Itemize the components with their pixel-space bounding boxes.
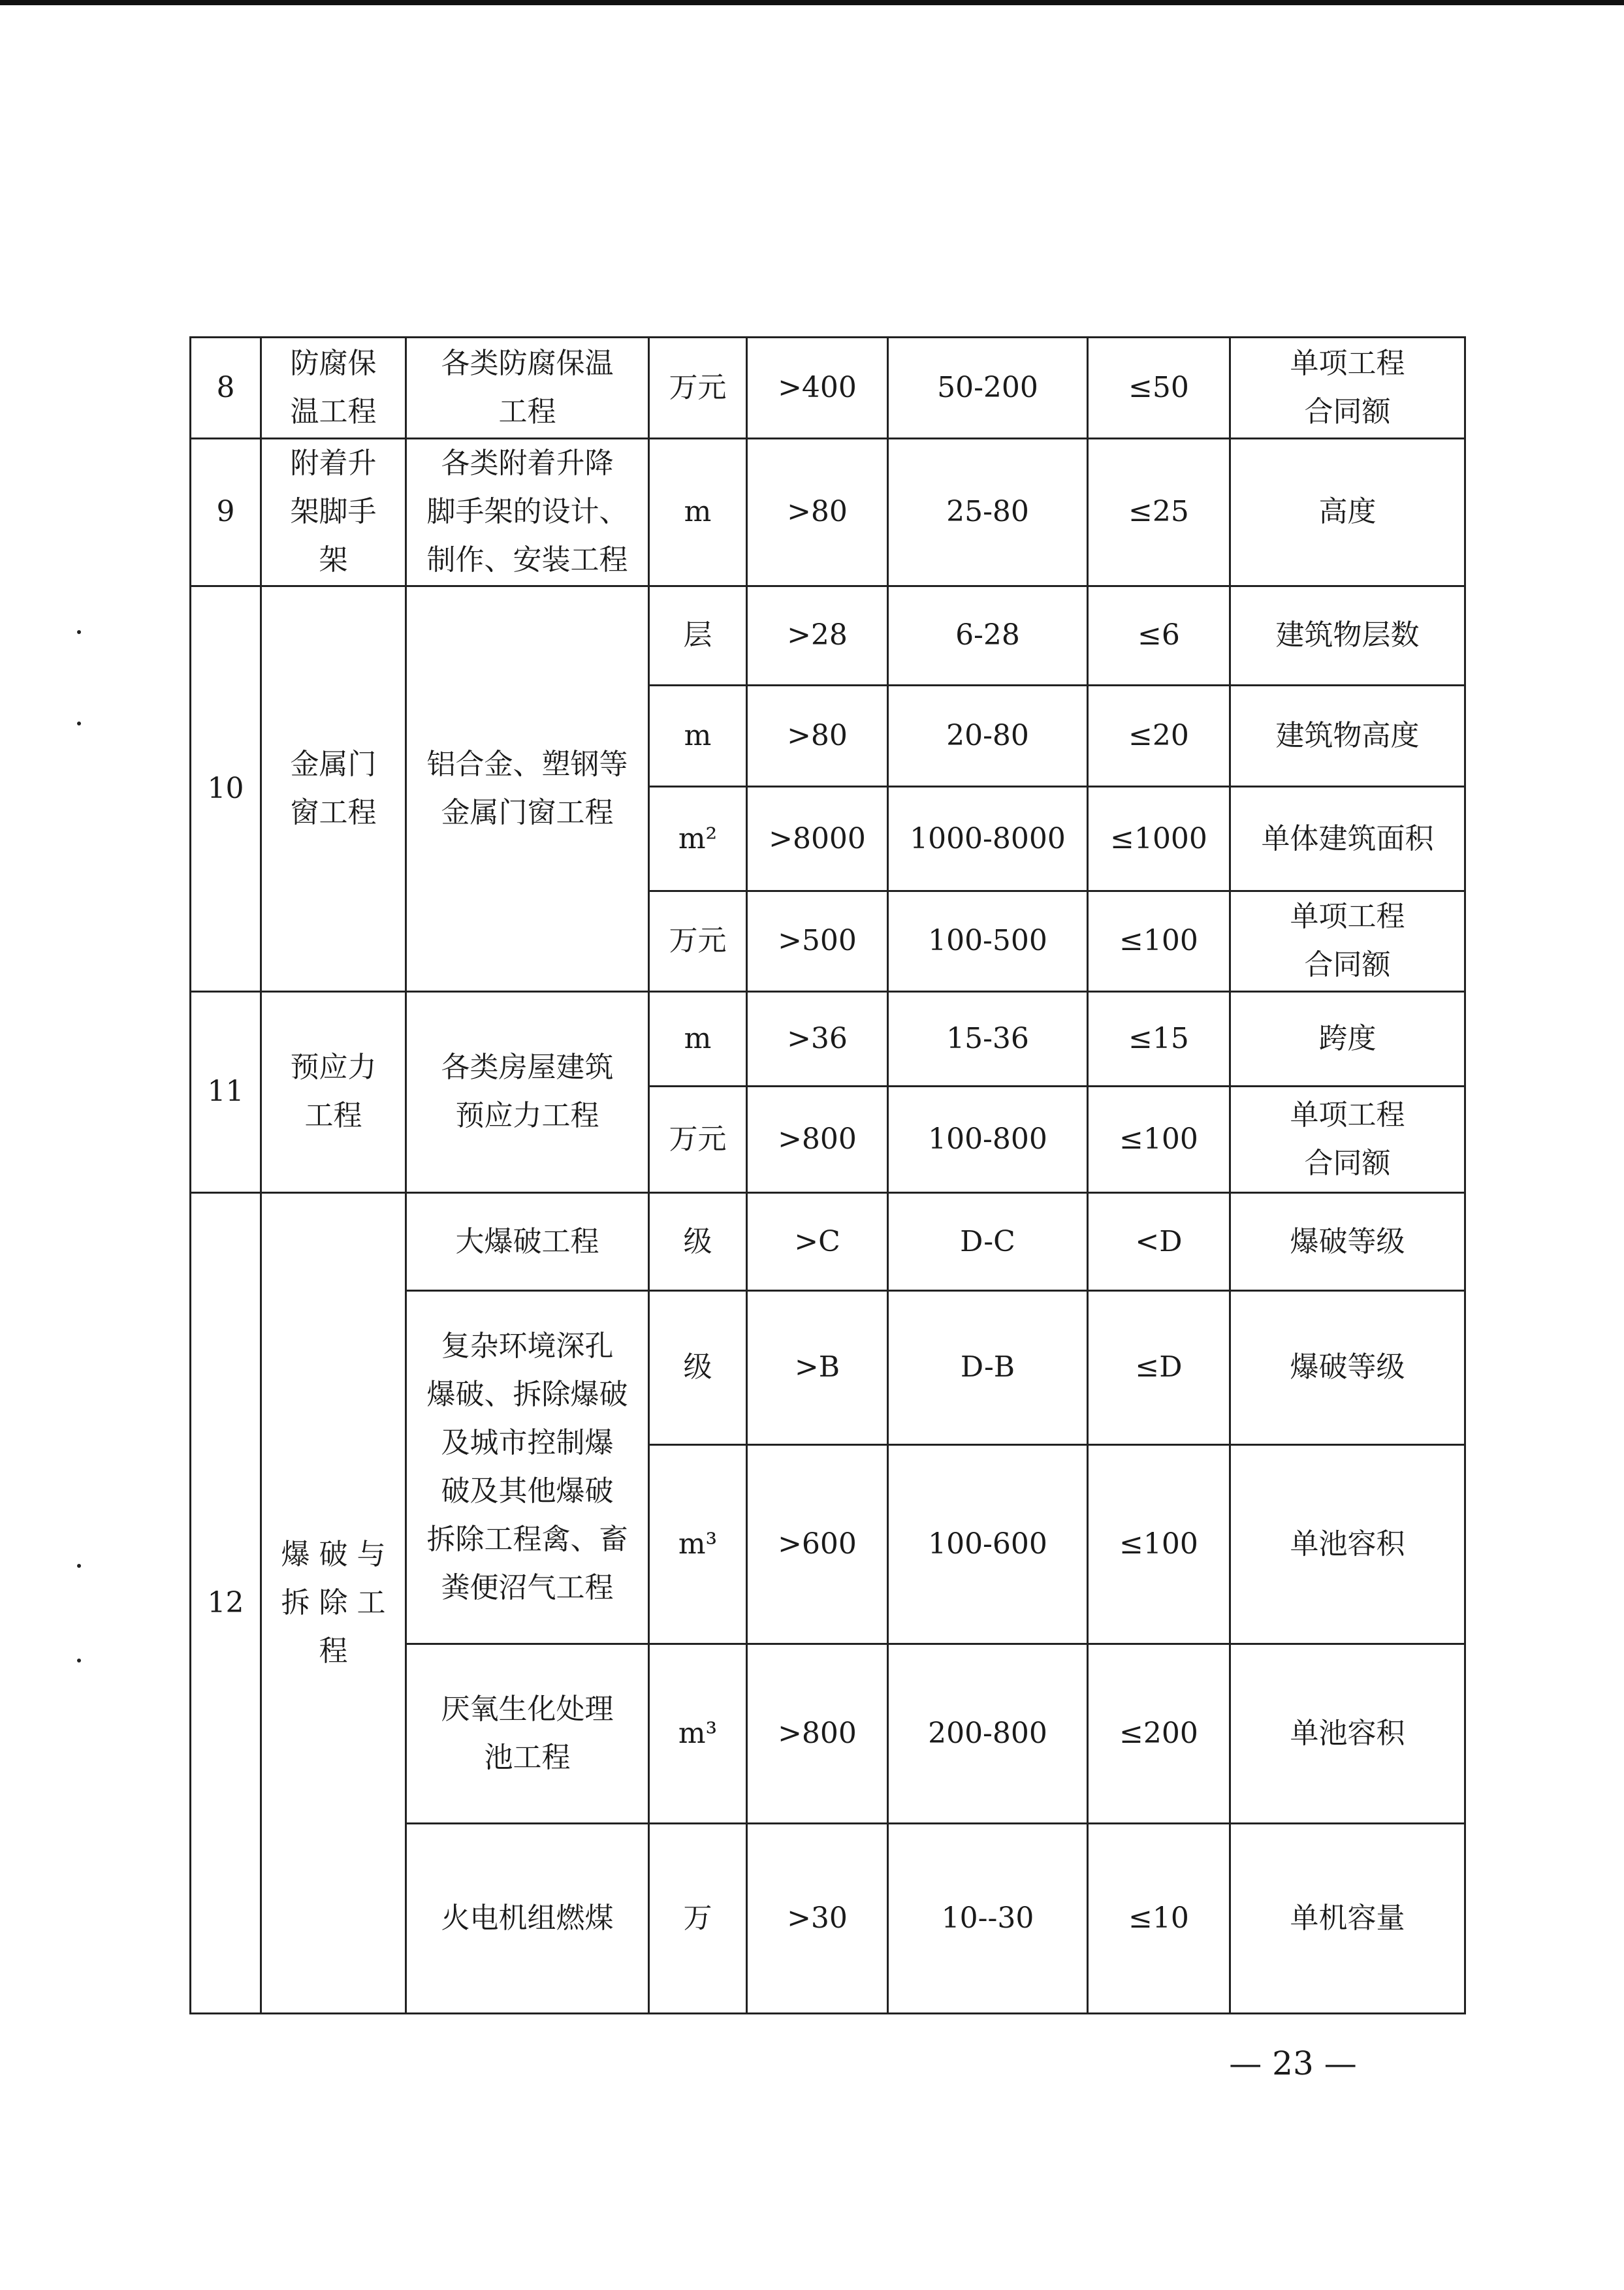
- unit-cell: m: [649, 439, 747, 586]
- indicator-cell: 单项工程 合同额: [1230, 891, 1465, 991]
- medium-range: 1000-8000: [888, 787, 1088, 891]
- table-row: [191, 338, 1465, 439]
- indicator-cell: 爆破等级: [1230, 1291, 1465, 1444]
- small-threshold: ≤20: [1088, 685, 1230, 786]
- unit-cell: m: [649, 685, 747, 786]
- large-threshold: >8000: [747, 787, 888, 891]
- table-row: [191, 991, 1465, 1086]
- medium-range: D-C: [888, 1192, 1088, 1290]
- project-scope: 各类房屋建筑 预应力工程: [406, 991, 649, 1192]
- project-category: 金属门 窗工程: [261, 586, 406, 991]
- medium-range: 100-600: [888, 1444, 1088, 1644]
- small-threshold: ≤D: [1088, 1291, 1230, 1444]
- project-scope: 各类防腐保温 工程: [406, 338, 649, 439]
- large-threshold: >800: [747, 1086, 888, 1192]
- small-threshold: ≤100: [1088, 891, 1230, 991]
- unit-cell: 万元: [649, 338, 747, 439]
- project-category: 附着升 架脚手 架: [261, 439, 406, 586]
- table-row: [191, 439, 1465, 586]
- unit-cell: m³: [649, 1644, 747, 1824]
- margin-dot: [77, 1564, 81, 1568]
- indicator-cell: 建筑物层数: [1230, 586, 1465, 685]
- small-threshold: ≤25: [1088, 439, 1230, 586]
- project-scope: 厌氧生化处理 池工程: [406, 1644, 649, 1824]
- medium-range: 50-200: [888, 338, 1088, 439]
- large-threshold: >36: [747, 991, 888, 1086]
- small-threshold: ≤100: [1088, 1444, 1230, 1644]
- unit-cell: 万元: [649, 891, 747, 991]
- medium-range: 25-80: [888, 439, 1088, 586]
- indicator-cell: 单体建筑面积: [1230, 787, 1465, 891]
- medium-range: 15-36: [888, 991, 1088, 1086]
- indicator-cell: 单池容积: [1230, 1644, 1465, 1824]
- margin-dot: [77, 722, 81, 725]
- small-threshold: ≤100: [1088, 1086, 1230, 1192]
- project-scope: 火电机组燃煤: [406, 1824, 649, 2014]
- medium-range: 200-800: [888, 1644, 1088, 1824]
- medium-range: 100-800: [888, 1086, 1088, 1192]
- large-threshold: >400: [747, 338, 888, 439]
- large-threshold: >28: [747, 586, 888, 685]
- row-number: 9: [191, 439, 261, 586]
- unit-cell: m³: [649, 1444, 747, 1644]
- small-threshold: ≤15: [1088, 991, 1230, 1086]
- small-threshold: ≤10: [1088, 1824, 1230, 2014]
- project-category: 爆 破 与 拆 除 工 程: [261, 1192, 406, 2013]
- unit-cell: 万: [649, 1824, 747, 2014]
- project-scope: 大爆破工程: [406, 1192, 649, 1290]
- small-threshold: <D: [1088, 1192, 1230, 1290]
- margin-dot: [77, 1659, 81, 1662]
- project-category: 防腐保 温工程: [261, 338, 406, 439]
- unit-cell: 层: [649, 586, 747, 685]
- unit-cell: m: [649, 991, 747, 1086]
- indicator-cell: 单项工程 合同额: [1230, 338, 1465, 439]
- small-threshold: ≤6: [1088, 586, 1230, 685]
- medium-range: 20-80: [888, 685, 1088, 786]
- project-scope: 各类附着升降 脚手架的设计、 制作、安装工程: [406, 439, 649, 586]
- large-threshold: >600: [747, 1444, 888, 1644]
- large-threshold: >80: [747, 685, 888, 786]
- large-threshold: >30: [747, 1824, 888, 2014]
- project-scope: 复杂环境深孔 爆破、拆除爆破 及城市控制爆 破及其他爆破 拆除工程禽、畜 粪便沼气工程: [406, 1291, 649, 1644]
- large-threshold: >80: [747, 439, 888, 586]
- page-number: — 23 —: [1229, 2044, 1357, 2082]
- row-number: 11: [191, 991, 261, 1192]
- medium-range: 10--30: [888, 1824, 1088, 2014]
- unit-cell: 级: [649, 1192, 747, 1290]
- unit-cell: 万元: [649, 1086, 747, 1192]
- row-number: 12: [191, 1192, 261, 2013]
- row-number: 8: [191, 338, 261, 439]
- indicator-cell: 单项工程 合同额: [1230, 1086, 1465, 1192]
- indicator-cell: 高度: [1230, 439, 1465, 586]
- indicator-cell: 单池容积: [1230, 1444, 1465, 1644]
- small-threshold: ≤200: [1088, 1644, 1230, 1824]
- top-border-line: [0, 0, 1624, 5]
- indicator-cell: 爆破等级: [1230, 1192, 1465, 1290]
- indicator-cell: 单机容量: [1230, 1824, 1465, 2014]
- large-threshold: >C: [747, 1192, 888, 1290]
- large-threshold: >B: [747, 1291, 888, 1444]
- unit-cell: m²: [649, 787, 747, 891]
- large-threshold: >800: [747, 1644, 888, 1824]
- row-number: 10: [191, 586, 261, 991]
- table-row: [191, 1192, 1465, 1290]
- small-threshold: ≤50: [1088, 338, 1230, 439]
- indicator-cell: 跨度: [1230, 991, 1465, 1086]
- large-threshold: >500: [747, 891, 888, 991]
- margin-dot: [77, 630, 81, 634]
- small-threshold: ≤1000: [1088, 787, 1230, 891]
- project-scope: 铝合金、塑钢等 金属门窗工程: [406, 586, 649, 991]
- qualification-table: [189, 336, 1466, 2014]
- unit-cell: 级: [649, 1291, 747, 1444]
- project-category: 预应力 工程: [261, 991, 406, 1192]
- medium-range: 6-28: [888, 586, 1088, 685]
- medium-range: 100-500: [888, 891, 1088, 991]
- indicator-cell: 建筑物高度: [1230, 685, 1465, 786]
- medium-range: D-B: [888, 1291, 1088, 1444]
- table-row: [191, 586, 1465, 685]
